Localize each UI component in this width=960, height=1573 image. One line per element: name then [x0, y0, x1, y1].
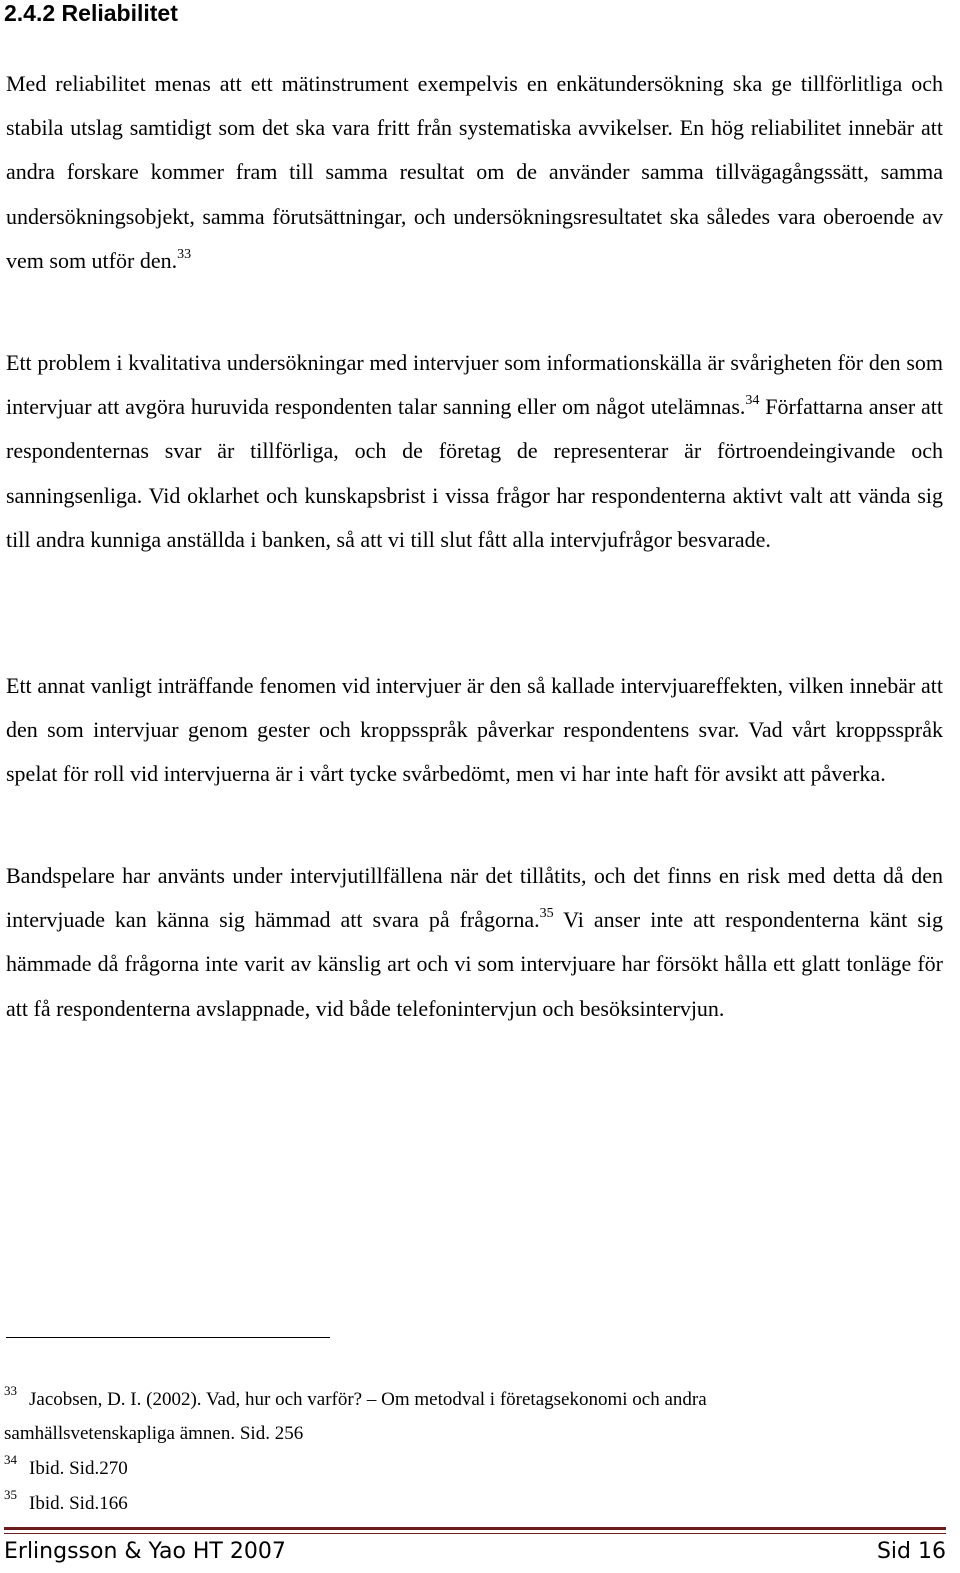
paragraph-text: Ett problem i kvalitativa undersökningar med intervjuer som informationskälla är svårigheten för den som intervjuar att avgöra huruvida respondenten talar sanning eller om något utelämnas. [6, 350, 943, 420]
paragraph-text: Med reliabilitet menas att ett mätinstrument exempelvis en enkätundersökning ska ge tillförlitliga och stabila utslag samtidigt som det ska vara fritt från systematiska avvikelser. En hög reliabilitet innebär att andra forskare kommer fram till samma resultat om de använder samma tillvägagångssätt, samma undersökningsobjekt, samma förutsättningar, och undersökningsresultatet ska således vara oberoende av vem som utför den. [6, 71, 943, 273]
paragraph-interviewer-effect [6, 664, 943, 797]
footer-rule [4, 1527, 946, 1530]
footnote-ref-33: 33 [177, 247, 192, 263]
paragraph-text: Bandspelare har använts under intervjutillfällena när det tillåtits, och det finns en risk med detta då den intervjuade kan känna sig hämmad att svara på frågorna. [6, 863, 943, 933]
footnote-text: samhällsvetenskapliga ämnen. Sid. 256 [4, 1423, 304, 1444]
footnote-number: 33 [4, 1383, 17, 1399]
footnote-ref-35: 35 [539, 906, 554, 922]
footnote-33 [4, 1382, 944, 1417]
footnote-text: Ibid. Sid.270 [29, 1458, 128, 1479]
footnote-ref-34: 34 [745, 393, 760, 409]
footer-page-number: Sid 16 [876, 1539, 946, 1564]
section-heading: 2.4.2 Reliabilitet [4, 0, 178, 26]
paragraph-text: Vi anser inte att respondenterna känt sig hämmade då frågorna inte varit av känslig art och vi som intervjuare har försökt hålla ett glatt tonläge för att få respondenterna avslappnade, vid både telefonintervjun och besöksintervjun. [6, 907, 943, 1021]
footnote-number: 35 [4, 1487, 17, 1503]
page-footer [4, 1537, 946, 1567]
footnote-number: 34 [4, 1452, 17, 1468]
footer-authors: Erlingsson & Yao HT 2007 [4, 1539, 286, 1564]
footer-rule-thin [4, 1533, 946, 1534]
footnote-text: Jacobsen, D. I. (2002). Vad, hur och varför? – Om metodval i företagsekonomi och andra [29, 1389, 707, 1410]
paragraph-text: Författarna anser att respondenternas svar är tillförliga, och de företag de representerar är förtroendeingivande och sanningsenliga. Vid oklarhet och kunskapsbrist i vissa frågor har respondenterna aktivt valt att vända sig till andra kunniga anställda i banken, så att vi till slut fått alla intervjufrågor besvarade. [6, 394, 944, 552]
footnote-separator [6, 1337, 330, 1338]
paragraph-tape-recorder [6, 854, 943, 1031]
paragraph-text: Ett annat vanligt inträffande fenomen vid intervjuer är den så kallade intervjuareffekten, vilken innebär att den som intervjuar genom gester och kroppsspråk påverkar respondentens svar. Vad vårt kroppsspråk spelat för roll vid intervjuerna är i vårt tycke svårbedömt, men vi har inte haft för avsikt att påverka. [6, 673, 943, 787]
footnote-text: Ibid. Sid.166 [29, 1493, 128, 1514]
paragraph-qualitative-problem [6, 341, 943, 562]
footnote-34 [4, 1451, 944, 1486]
footnote-33-continued [4, 1416, 944, 1451]
paragraph-reliability-definition [6, 62, 943, 283]
footnotes [4, 1382, 944, 1521]
footnote-35 [4, 1486, 944, 1521]
